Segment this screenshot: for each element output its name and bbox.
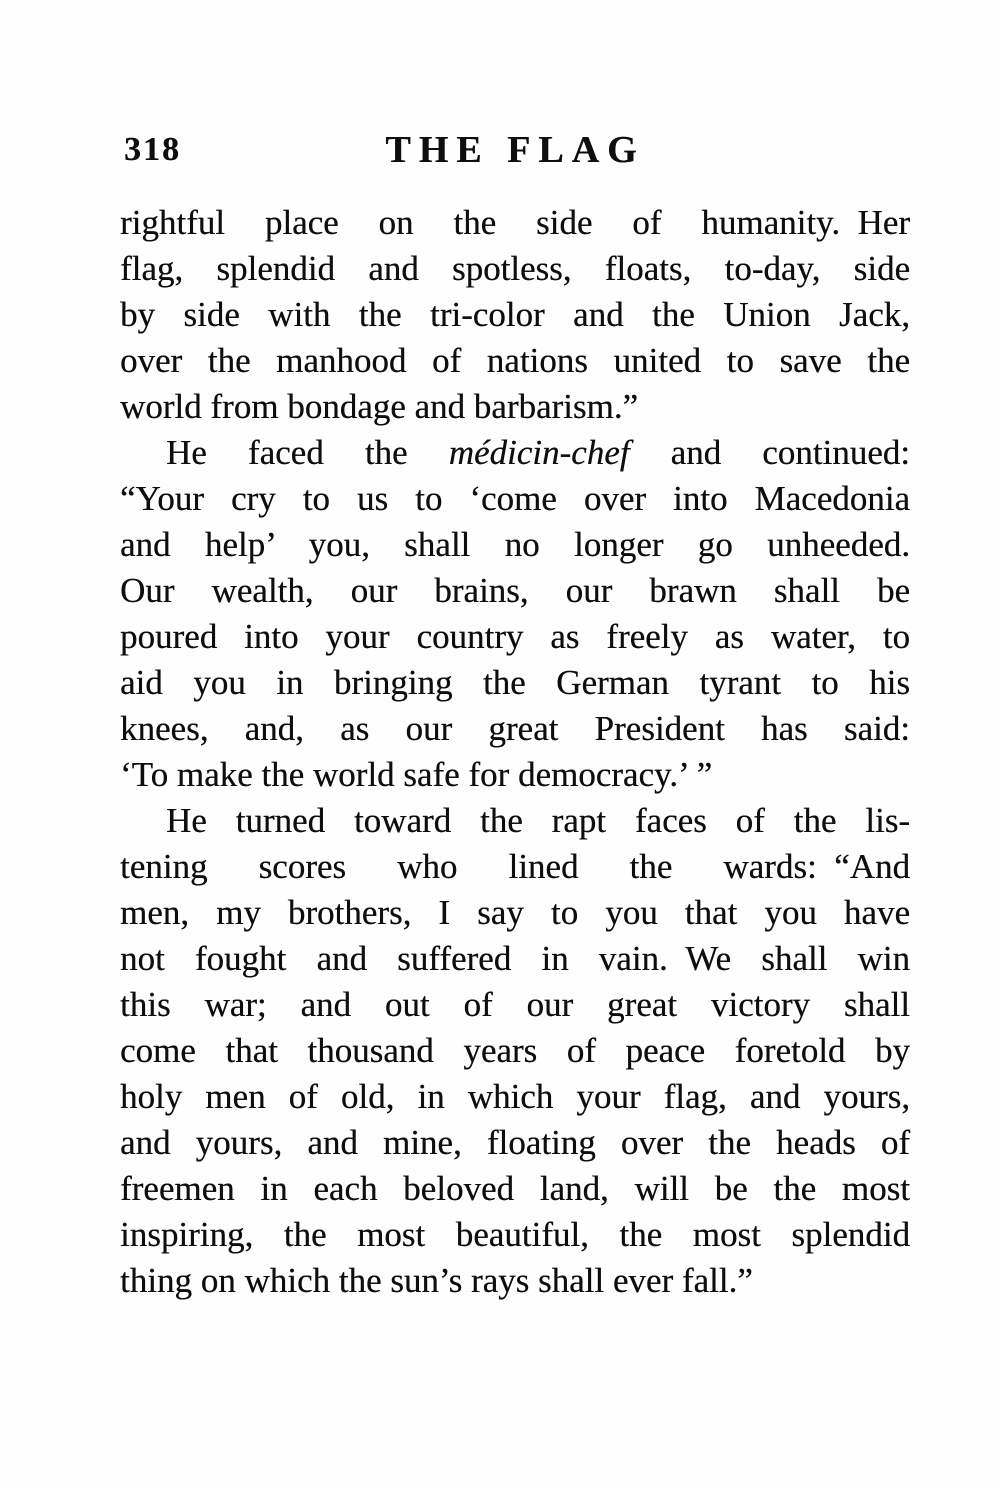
text-segment: Our wealth, our brains, our brawn shall be	[120, 571, 910, 610]
text-line	[120, 660, 910, 706]
text-segment: and yours, and mine, floating over the heads of	[120, 1123, 910, 1162]
page-number: 318	[124, 131, 181, 168]
text-line	[120, 476, 910, 522]
text-segment: flag, splendid and spotless, floats, to-day, side	[120, 249, 910, 288]
text-line	[120, 522, 910, 568]
text-line	[120, 844, 910, 890]
text-segment: men, my brothers, I say to you that you have	[120, 893, 910, 932]
text-line	[120, 1028, 910, 1074]
text-line	[120, 1074, 910, 1120]
text-segment: world from bondage and barbarism.”	[120, 387, 639, 426]
text-segment: rightful place on the side of humanity. Her	[120, 203, 910, 242]
text-line	[120, 246, 910, 292]
text-line	[120, 1212, 910, 1258]
text-segment: over the manhood of nations united to save the	[120, 341, 910, 380]
text-segment: ‘To make the world safe for democracy.’ ”	[120, 755, 713, 794]
text-line	[120, 200, 910, 246]
text-segment: tening scores who lined the wards: “And	[120, 847, 910, 886]
text-segment: freemen in each beloved land, will be the most	[120, 1169, 910, 1208]
text-line	[120, 292, 910, 338]
running-title: THE FLAG	[385, 129, 645, 171]
text-segment: not fought and suffered in vain. We shall win	[120, 939, 910, 978]
text-segment: médicin-chef	[448, 433, 630, 472]
text-segment: by side with the tri-color and the Union Jack,	[120, 295, 910, 334]
text-line	[120, 936, 910, 982]
text-line	[120, 614, 910, 660]
text-line	[120, 384, 910, 430]
text-line	[120, 890, 910, 936]
text-segment: this war; and out of our great victory shall	[120, 985, 910, 1024]
text-segment: and continued:	[629, 433, 910, 472]
text-line	[120, 1120, 910, 1166]
text-segment: poured into your country as freely as water, to	[120, 617, 910, 656]
text-segment: “Your cry to us to ‘come over into Macedonia	[120, 479, 910, 518]
text-line	[120, 752, 910, 798]
text-segment: thing on which the sun’s rays shall ever fall.”	[120, 1261, 753, 1300]
page-header	[120, 128, 910, 178]
text-segment: and help’ you, shall no longer go unheeded.	[120, 525, 910, 564]
text-line	[120, 338, 910, 384]
text-line	[120, 982, 910, 1028]
text-segment: He turned toward the rapt faces of the lis-	[166, 801, 910, 840]
text-block	[120, 200, 910, 1304]
text-line	[120, 430, 910, 476]
text-line	[120, 798, 910, 844]
text-line	[120, 1166, 910, 1212]
text-line	[120, 568, 910, 614]
text-segment: come that thousand years of peace foretold by	[120, 1031, 910, 1070]
text-segment: knees, and, as our great President has said:	[120, 709, 910, 748]
text-segment: inspiring, the most beautiful, the most splendid	[120, 1215, 910, 1254]
text-line	[120, 1258, 910, 1304]
text-line	[120, 706, 910, 752]
text-segment: He faced the	[166, 433, 449, 472]
text-segment: holy men of old, in which your flag, and yours,	[120, 1077, 910, 1116]
text-segment: aid you in bringing the German tyrant to his	[120, 663, 910, 702]
